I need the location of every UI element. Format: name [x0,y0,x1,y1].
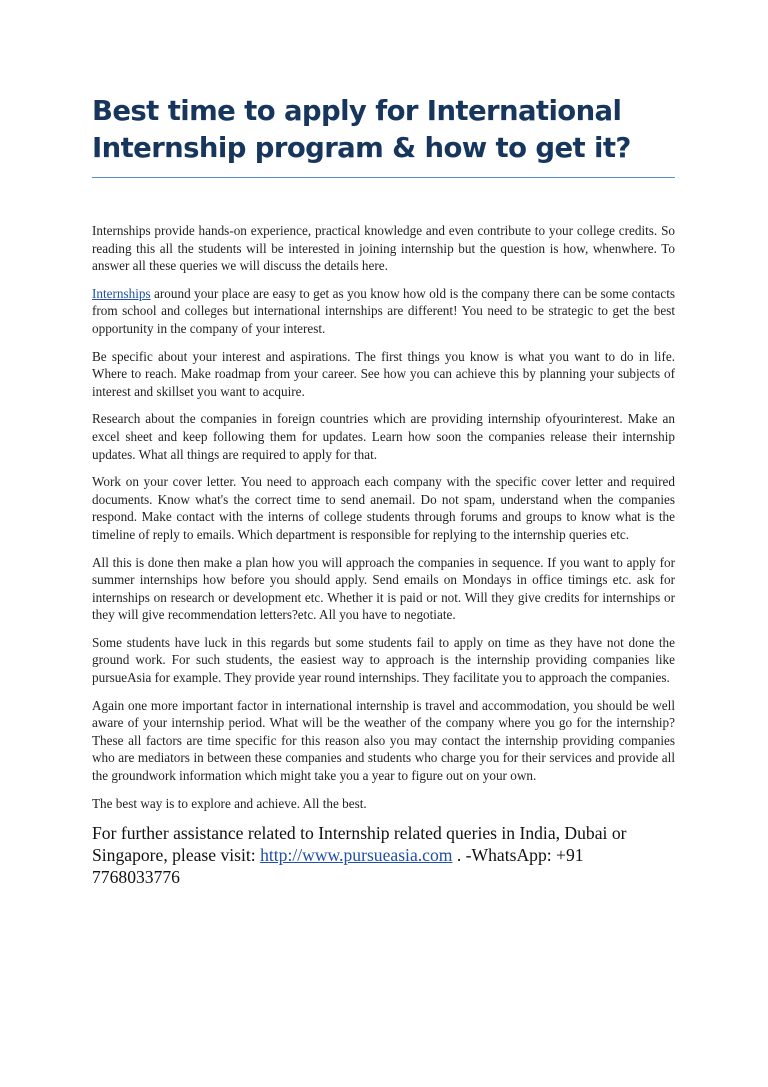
paragraph-research: Research about the companies in foreign countries which are providing internship ofyourinterest. Make an excel sheet and keep following them for updates. Learn how soon the companies release their internship updates. What all things are required to apply for that. [92,411,675,462]
footer-contact [92,822,675,888]
title-line-1: Best time to apply for International [92,95,622,127]
internships-link[interactable]: Internships [92,285,151,301]
paragraph-luck: Some students have luck in this regards but some students fail to apply on time as they have not done the ground work. For such students, the easiest way to approach is the internship providing companies like pursueAsia for example. They provide year round internships. They facilitate you to approach the companies. [92,634,675,686]
paragraph-cover-letter: Work on your cover letter. You need to approach each company with the specific cover letter and required documents. Know what's the correct time to send anemail. Do not spam, understand when the companies respond. Make contact with the interns of college students through forums and groups to know what is the timeline of reply to emails. Which department is responsible for replying to the internship queries etc. [92,474,675,542]
pursueasia-link[interactable]: http://www.pursueasia.com [260,845,453,866]
paragraph-local-internships [92,285,675,338]
paragraph-be-specific: Be specific about your interest and aspirations. The first things you know is what you want to do in life. Where to reach. Make roadmap from your career. See how you can achieve this by planning your subjects of interest and skillset you want to acquire. [92,348,675,399]
paragraph-local-internships-text: around your place are easy to get as you know how old is the company there can be some contacts from school and colleges but international internships are different! You need to be strategic to get the best opportunity in the company of your interest. [92,285,675,336]
paragraph-travel: Again one more important factor in international internship is travel and accommodation, you should be well aware of your internship period. What will be the weather of the company where you go for the internship? These all factors are time specific for this reason also you may contact the internship providing companies who are mediators in between these companies and students who charge you for their services and provide all the groundwork information which might take you a year to figure out on your own. [92,697,675,784]
title-divider [92,177,675,178]
paragraph-closing: The best way is to explore and achieve. All the best. [92,795,367,811]
document-page [92,93,675,888]
footer-text-after: . -WhatsApp: +91 7768033776 [92,845,584,888]
title-line-2: Internship program & how to get it? [92,132,631,164]
paragraph-plan: All this is done then make a plan how you will approach the companies in sequence. If you want to apply for summer internships how before you should apply. Send emails on Mondays in office timings etc. ask for internships on research or development etc. Whether it is paid or not. Will they give credits for internships or they will give recommendation letters?etc. All you have to negotiate. [92,554,675,623]
document-title [92,93,675,177]
footer-text-before: For further assistance related to Internship related queries in India, Dubai or Singapore, please visit: [92,823,627,866]
paragraph-intro: Internships provide hands-on experience, practical knowledge and even contribute to your college credits. So reading this all the students will be interested in joining internship but the question is how, whenwhere. To answer all these queries we will discuss the details here. [92,223,675,274]
